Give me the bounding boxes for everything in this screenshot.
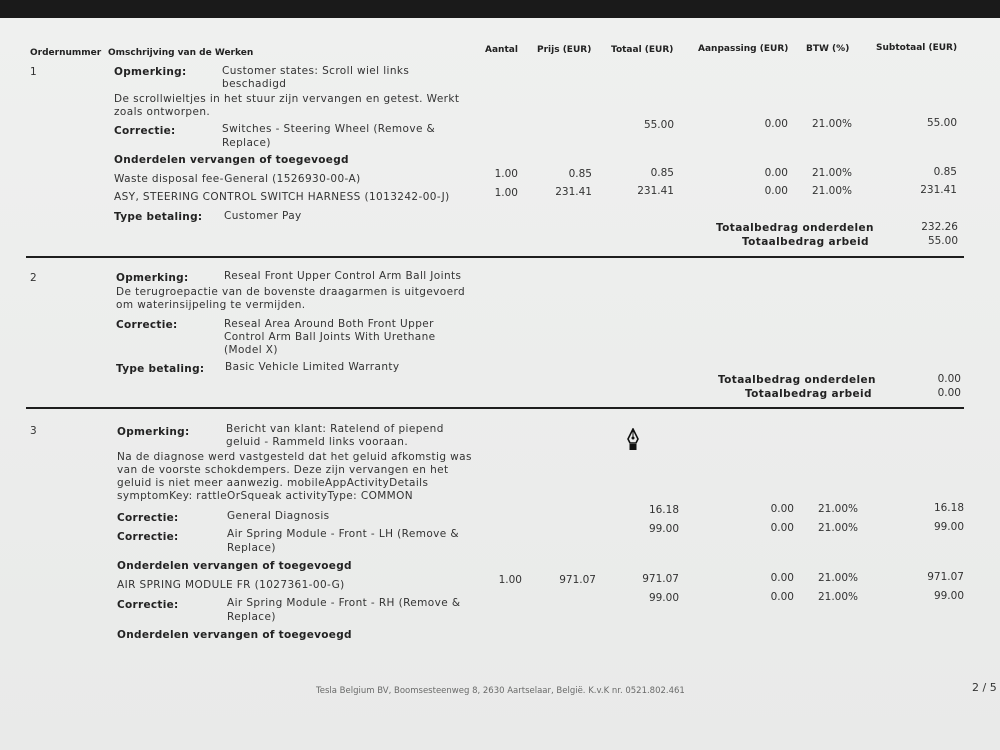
correctie-text: Replace): [227, 542, 276, 554]
cell-aanpassing: 0.00: [764, 185, 788, 197]
correctie-text: Control Arm Ball Joints With Urethane: [224, 331, 436, 343]
correctie-label: Correctie:: [117, 531, 179, 543]
work-description: De terugroepactie van de bovenste draagarmen is uitgevoerd: [116, 286, 466, 298]
cell-btw: 21.00%: [817, 572, 858, 584]
correctie-label: Correctie:: [117, 512, 179, 524]
totaal-onderdelen-label: Totaalbedrag onderdelen: [716, 222, 874, 234]
totaal-onderdelen-label: Totaalbedrag onderdelen: [718, 374, 876, 386]
totaal-arbeid-label: Totaalbedrag arbeid: [745, 388, 872, 400]
correctie-text: Switches - Steering Wheel (Remove &: [222, 123, 436, 135]
part-name: ASY, STEERING CONTROL SWITCH HARNESS (1013242-00-J): [114, 191, 450, 203]
totaal-arbeid-value: 0.00: [937, 387, 961, 399]
col-header-subtotaal: Subtotaal (EUR): [876, 43, 958, 53]
correctie-label: Correctie:: [116, 319, 178, 331]
opmerking-text: beschadigd: [222, 78, 287, 90]
cell-aantal: 1.00: [494, 187, 518, 199]
opmerking-label: Opmerking:: [116, 272, 189, 284]
opmerking-text: geluid - Rammeld links vooraan.: [226, 436, 409, 448]
cell-btw: 21.00%: [811, 167, 852, 179]
work-description: symptomKey: rattleOrSqueak activityType: COMMON: [117, 490, 414, 502]
opmerking-label: Opmerking:: [114, 66, 187, 78]
cell-btw: 21.00%: [817, 503, 858, 515]
cell-subtotaal: 55.00: [926, 117, 957, 129]
footer-company: Tesla Belgium BV, Boomsesteenweg 8, 2630 Aartselaar, België. K.v.K nr. 0521.802.461: [316, 686, 685, 696]
cell-subtotaal: 231.41: [920, 184, 957, 196]
cell-aanpassing: 0.00: [770, 591, 794, 603]
col-header-prijs: Prijs (EUR): [537, 45, 592, 55]
cell-btw: 21.00%: [811, 118, 852, 130]
correctie-text: Replace): [222, 137, 271, 149]
cell-totaal: 99.00: [648, 592, 679, 604]
col-header-aanpassing: Aanpassing (EUR): [698, 44, 789, 54]
work-description: Na de diagnose werd vastgesteld dat het geluid afkomstig was: [117, 451, 472, 463]
cell-prijs: 971.07: [559, 574, 596, 586]
col-header-totaal: Totaal (EUR): [611, 45, 674, 55]
totaal-arbeid-value: 55.00: [927, 235, 958, 247]
correctie-text: Reseal Area Around Both Front Upper: [224, 318, 434, 330]
order-number: 2: [30, 272, 38, 284]
cell-totaal: 0.85: [650, 167, 674, 179]
onderdelen-label: Onderdelen vervangen of toegevoegd: [117, 560, 352, 572]
cell-subtotaal: 99.00: [933, 590, 964, 602]
correctie-label: Correctie:: [117, 599, 179, 611]
cell-subtotaal: 16.18: [933, 502, 964, 514]
cell-subtotaal: 99.00: [933, 521, 964, 533]
cell-aanpassing: 0.00: [770, 522, 794, 534]
cell-subtotaal: 971.07: [927, 571, 964, 583]
work-description: zoals ontworpen.: [114, 106, 211, 118]
cell-totaal: 231.41: [637, 185, 674, 197]
order-number: 1: [30, 66, 38, 78]
totaal-onderdelen-value: 232.26: [921, 221, 958, 233]
cell-aanpassing: 0.00: [764, 167, 788, 179]
col-header-btw: BTW (%): [806, 44, 850, 54]
cell-aantal: 1.00: [498, 574, 522, 586]
opmerking-text: Reseal Front Upper Control Arm Ball Joints: [224, 270, 462, 282]
col-header-aantal: Aantal: [485, 45, 518, 55]
correctie-text: Replace): [227, 611, 276, 623]
opmerking-label: Opmerking:: [117, 426, 190, 438]
totaal-arbeid-label: Totaalbedrag arbeid: [742, 236, 869, 248]
col-header-ordernummer: Ordernummer: [30, 48, 102, 58]
cell-totaal: 55.00: [643, 119, 674, 131]
cell-btw: 21.00%: [811, 185, 852, 197]
part-name: AIR SPRING MODULE FR (1027361-00-G): [117, 579, 345, 591]
work-description: van de voorste schokdempers. Deze zijn vervangen en het: [117, 464, 449, 476]
cell-aanpassing: 0.00: [770, 572, 794, 584]
work-description: om waterinsijpeling te vermijden.: [116, 299, 306, 311]
correctie-text: General Diagnosis: [227, 510, 330, 522]
opmerking-text: Customer states: Scroll wiel links: [222, 65, 410, 77]
page-number: 2 / 5: [972, 681, 997, 694]
onderdelen-label: Onderdelen vervangen of toegevoegd: [117, 629, 352, 641]
work-description: De scrollwieltjes in het stuur zijn vervangen en getest. Werkt: [114, 93, 460, 105]
correctie-text: (Model X): [224, 344, 278, 356]
cell-totaal: 971.07: [642, 573, 679, 585]
cell-totaal: 16.18: [648, 504, 679, 516]
cell-aanpassing: 0.00: [764, 118, 788, 130]
work-description: geluid is niet meer aanwezig. mobileAppActivityDetails: [117, 477, 429, 489]
col-header-omschrijving: Omschrijving van de Werken: [108, 48, 254, 58]
order-separator: [26, 256, 964, 258]
opmerking-text: Bericht van klant: Ratelend of piepend: [226, 423, 444, 435]
correctie-label: Correctie:: [114, 125, 176, 137]
cell-aantal: 1.00: [494, 168, 518, 180]
type-betaling-value: Customer Pay: [224, 210, 302, 222]
correctie-text: Air Spring Module - Front - LH (Remove &: [227, 528, 459, 540]
type-betaling-value: Basic Vehicle Limited Warranty: [225, 361, 400, 373]
order-number: 3: [30, 425, 38, 437]
part-name: Waste disposal fee-General (1526930-00-A): [114, 173, 361, 185]
cell-subtotaal: 0.85: [933, 166, 957, 178]
onderdelen-label: Onderdelen vervangen of toegevoegd: [114, 154, 349, 166]
cell-btw: 21.00%: [817, 522, 858, 534]
cell-aanpassing: 0.00: [770, 503, 794, 515]
type-betaling-label: Type betaling:: [114, 211, 203, 223]
type-betaling-label: Type betaling:: [116, 363, 205, 375]
cell-btw: 21.00%: [817, 591, 858, 603]
cell-prijs: 0.85: [568, 168, 592, 180]
order-separator: [26, 407, 964, 409]
cell-prijs: 231.41: [555, 186, 592, 198]
correctie-text: Air Spring Module - Front - RH (Remove &: [227, 597, 461, 609]
pen-nib-icon: [626, 428, 640, 452]
cell-totaal: 99.00: [648, 523, 679, 535]
totaal-onderdelen-value: 0.00: [937, 373, 961, 385]
